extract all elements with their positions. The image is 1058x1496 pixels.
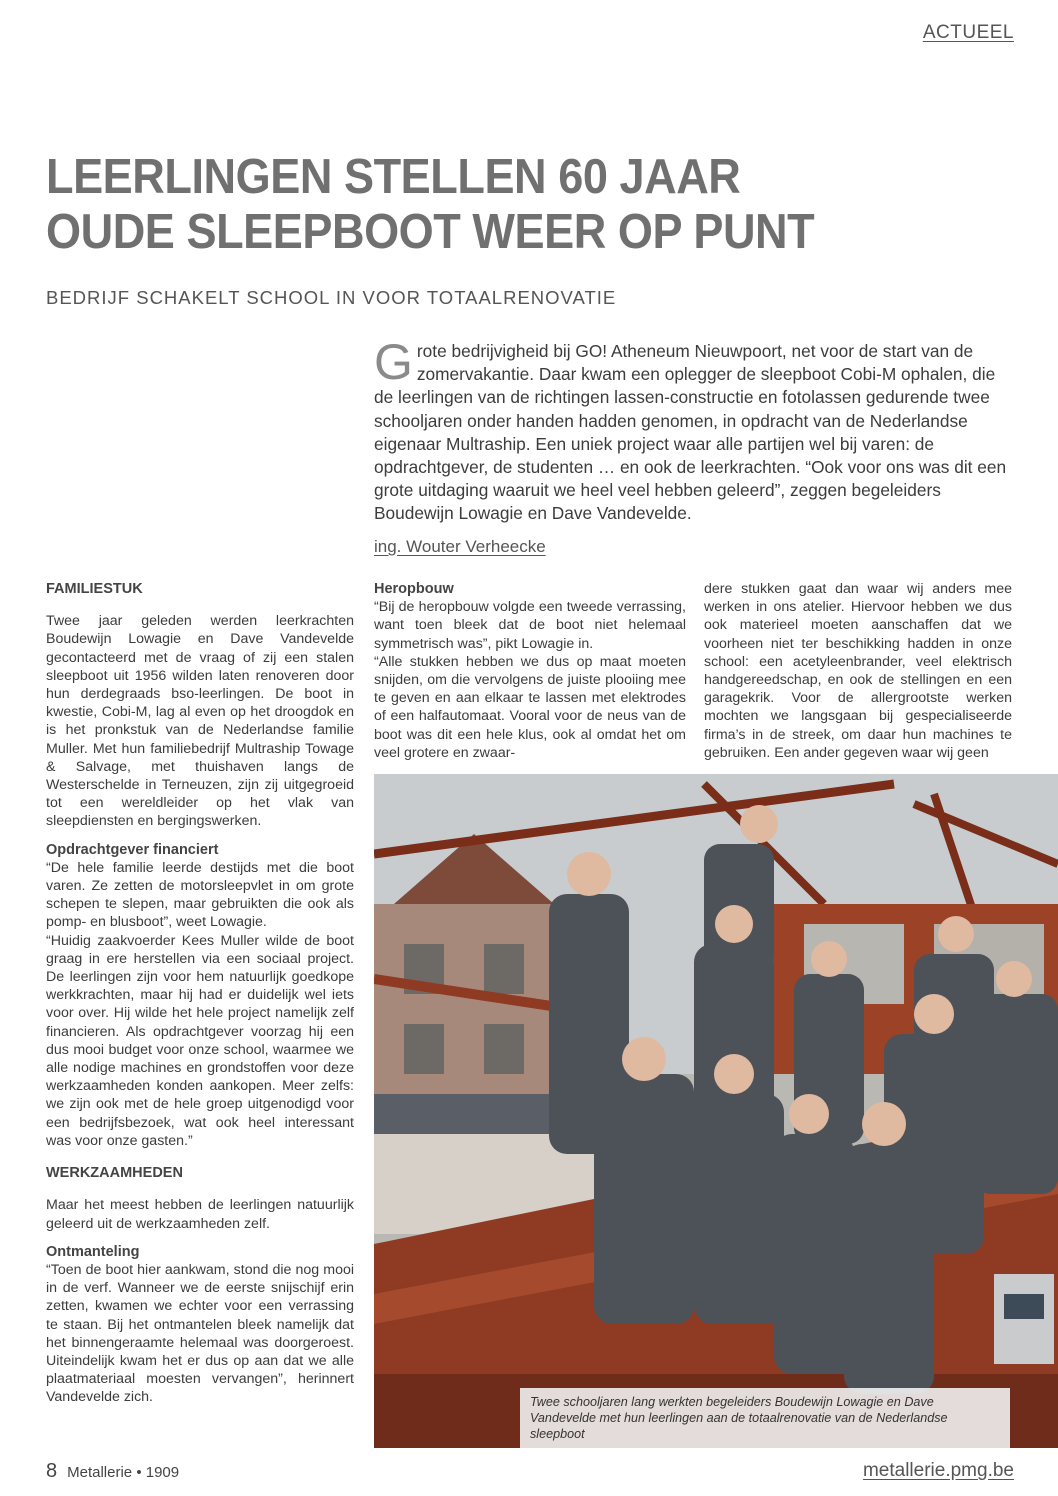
paragraph-heropbouw-2: “Alle stukken hebben we dus op maat moeten snijden, om die vervolgens de juiste plooiing mee te geven en aan elkaar te lassen met elektrodes of een halfautomaat. Vooral voor de neus van de boot was dit een hele klus, ook al omdat het om veel grotere en zwaar- bbox=[374, 653, 686, 761]
photo-illustration bbox=[374, 774, 1058, 1448]
footer-folio bbox=[46, 1460, 179, 1483]
article-title bbox=[46, 150, 874, 260]
website-link[interactable]: metallerie.pmg.be bbox=[862, 1460, 1014, 1481]
paragraph-heropbouw-1: “Bij de heropbouw volgde een tweede verrassing, want toen bleek dat de boot niet helemaal symmetrisch was”, pikt Lowagie in. bbox=[374, 599, 686, 652]
heading-werkzaamheden: WERKZAAMHEDEN bbox=[46, 1165, 183, 1182]
intro-text: rote bedrijvigheid bij GO! Atheneum Nieuwpoort, net voor de start van de zomervakantie. Daar kwam een oplegger de sleepboot Cobi-M ophalen, die de leerlingen van de richtingen lassen-constructie en fotolassen gedurende twee schooljaren onder handen hadden genomen, in opdracht van de Nederlandse eigenaar Multraship. Een uniek project waar alle partijen wel bij varen: de opdrachtgever, de studenten … en ook de leerkrachten. “Ook voor ons was dit een grote uitdaging waaruit we heel veel hebben geleerd”, zeggen begeleiders Boudewijn Lowagie en Dave Vandevelde. bbox=[374, 341, 1007, 524]
column-2 bbox=[374, 580, 686, 762]
paragraph-column-3: dere stukken gaat dan waar wij anders mee werken in ons atelier. Hiervoor hebben we dus ook materieel moeten aanschaffen dat we voorheen niet ter beschikking hadden in onze school: een acetyleenbrander, veel elektrisch handgereedschap, en ook de stellingen en een garagekrik. Voor de allergrootste werken mochten we langsgaan bij gespecialiseerde firma’s in de streek, om daar hun machines te gebruiken. Een ander gegeven waar wij geen bbox=[704, 581, 1012, 761]
intro-dropcap: G bbox=[374, 334, 413, 390]
paragraph-ontmanteling: “Toen de boot hier aankwam, stond die nog mooi in de verf. Wanneer we de eerste snijschijf erin zetten, kwamen we echter voor een verrassing te staan. Bij het ontmantelen bleek namelijk dat het binnengeraamte helemaal was doorgeroest. Uiteindelijk kwam het er dus op aan dat we alle plaatmateriaal moesten vervangen”, herinnert Vandevelde zich. bbox=[46, 1261, 354, 1406]
column-1 bbox=[46, 580, 354, 1407]
paragraph-opdrachtgever-1: “De hele familie leerde destijds met die boot varen. Ze zetten de motorsleepvlet in om grote schepen te slepen, maar gebruikten die ook als pomp- en blusboot”, weet Lowagie. bbox=[46, 859, 354, 931]
page-number: 8 bbox=[46, 1460, 58, 1482]
heading-heropbouw: Heropbouw bbox=[374, 581, 454, 597]
paragraph-opdrachtgever-2: “Huidig zaakvoerder Kees Muller wilde de boot graag in ere herstellen via een sociaal project. De leerlingen zijn voor hem natuurlijk goedkope werkkrachten, maar hij had er duidelijk wel iets voor over. Hij wilde het hele project namelijk zelf financieren. Als opdrachtgever voorzag hij een dus mooi budget voor onze school, waarmee we alle nodige machines en grondstoffen voor deze werkzaamheden konden aankopen. Meer zelfs: we zijn ook met de hele groep uitgenodigd voor een bedrijfsbezoek, wat ook heel interessant was voor onze gasten.” bbox=[46, 932, 354, 1149]
author-byline[interactable]: ing. Wouter Verheecke bbox=[374, 537, 546, 556]
title-line-2: OUDE SLEEPBOOT WEER OP PUNT bbox=[46, 205, 815, 259]
article-subtitle: BEDRIJF SCHAKELT SCHOOL IN VOOR TOTAALRENOVATIE bbox=[46, 287, 617, 308]
column-3 bbox=[704, 580, 1012, 762]
article-intro bbox=[374, 334, 1014, 526]
section-label[interactable]: ACTUEEL bbox=[922, 22, 1014, 43]
paragraph-werkzaamheden: Maar het meest hebben de leerlingen natuurlijk geleerd uit de werkzaamheden zelf. bbox=[46, 1197, 354, 1232]
heading-opdrachtgever: Opdrachtgever financiert bbox=[46, 841, 219, 858]
heading-familiestuk: FAMILIESTUK bbox=[46, 581, 143, 597]
title-line-1: LEERLINGEN STELLEN 60 JAAR bbox=[46, 150, 741, 204]
photo-caption: Twee schooljaren lang werkten begeleiders Boudewijn Lowagie en Dave Vandevelde met hun leerlingen aan de totaalrenovatie van de Nederlandse sleepboot bbox=[520, 1388, 1010, 1448]
paragraph-familiestuk: Twee jaar geleden werden leerkrachten Boudewijn Lowagie en Dave Vandevelde gecontacteerd met de vraag of zij een stalen sleepboot uit 1956 wilden laten renoveren door hun derdegraads bso-leerlingen. De boot in kwestie, Cobi-M, lag al even op het droogdok en is het pronkstuk van de Nederlandse familie Muller. Met hun familiebedrijf Multraship Towage & Salvage, met thuishaven langs de Westerschelde in Terneuzen, zijn zij uitgegroeid tot een wereldleider op het vlak van sleepdiensten en bergingswerken. bbox=[46, 613, 354, 830]
heading-ontmanteling: Ontmanteling bbox=[46, 1243, 140, 1260]
publication-name: Metallerie • 1909 bbox=[67, 1464, 180, 1481]
article-photo bbox=[374, 774, 1058, 1448]
